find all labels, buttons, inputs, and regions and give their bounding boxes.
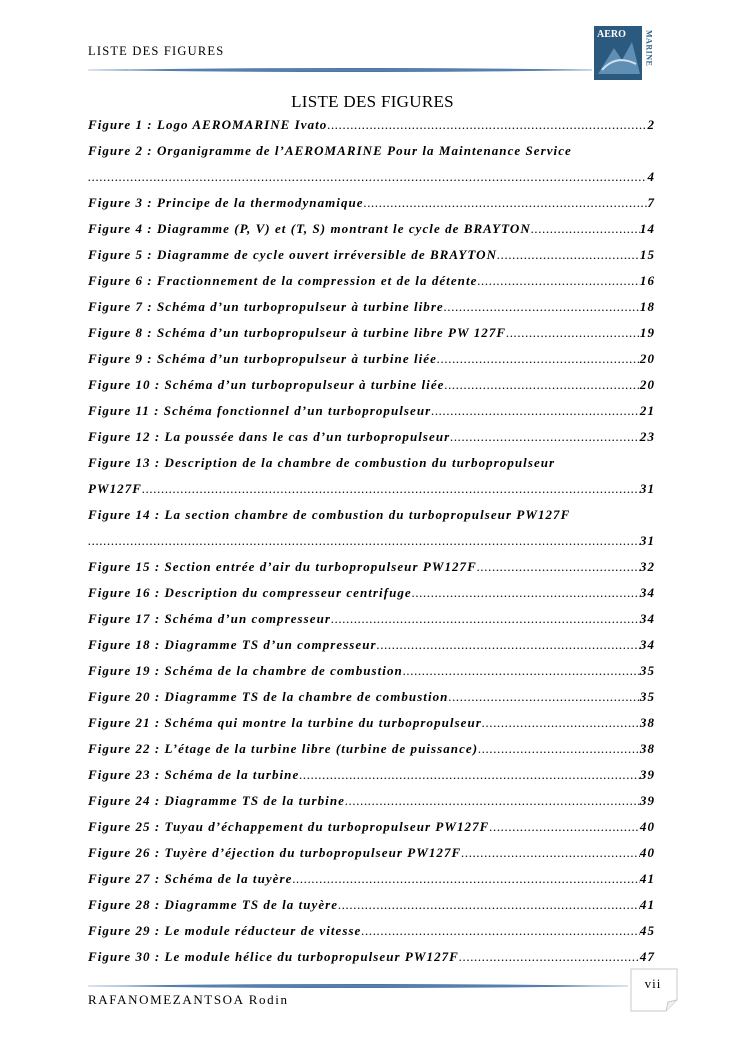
header-rule — [88, 64, 606, 76]
toc-entry-line-1: Figure 2 : Organigramme de l’AEROMARINE Pour la Maintenance Service — [88, 143, 572, 158]
logo-wordmark: AERO — [597, 29, 626, 40]
toc-entry[interactable]: Figure 20 : Diagramme TS de la chambre de combustion ..... 35 — [88, 684, 655, 710]
toc-entry[interactable]: Figure 22 : L’étage de la turbine libre (turbine de puissance) ..... 38 — [88, 736, 655, 762]
toc-entry-line-2: ..... 31 — [88, 528, 655, 554]
toc-entry[interactable]: Figure 4 : Diagramme (P, V) et (T, S) montrant le cycle de BRAYTON ..... 14 — [88, 216, 655, 242]
toc-entry[interactable]: Figure 30 : Le module hélice du turbopropulseur PW127F ..... 47 — [88, 944, 655, 970]
toc-entry-line-1: Figure 14 : La section chambre de combustion du turbopropulseur PW127F — [88, 507, 571, 522]
toc-entry[interactable] — [88, 502, 655, 554]
toc-entry[interactable]: Figure 27 : Schéma de la tuyère ..... 41 — [88, 866, 655, 892]
toc-entry[interactable]: Figure 24 : Diagramme TS de la turbine ..... 39 — [88, 788, 655, 814]
toc-entry[interactable]: Figure 5 : Diagramme de cycle ouvert irréversible de BRAYTON ..... 15 — [88, 242, 655, 268]
toc-entry[interactable]: Figure 25 : Tuyau d’échappement du turbopropulseur PW127F ..... 40 — [88, 814, 655, 840]
toc-entry[interactable] — [88, 450, 655, 502]
aeromarine-logo — [592, 24, 656, 82]
toc-entry[interactable]: Figure 15 : Section entrée d’air du turbopropulseur PW127F ..... 32 — [88, 554, 655, 580]
toc-entry[interactable]: Figure 7 : Schéma d’un turbopropulseur à turbine libre ..... 18 — [88, 294, 655, 320]
toc-entry[interactable]: Figure 6 : Fractionnement de la compression et de la détente ..... 16 — [88, 268, 655, 294]
toc-entry[interactable]: Figure 10 : Schéma d’un turbopropulseur à turbine liée ..... 20 — [88, 372, 655, 398]
toc-entry-line-1: Figure 13 : Description de la chambre de combustion du turbopropulseur — [88, 455, 556, 470]
toc-entry[interactable]: Figure 21 : Schéma qui montre la turbine du turbopropulseur ..... 38 — [88, 710, 655, 736]
toc-entry[interactable]: Figure 19 : Schéma de la chambre de combustion ..... 35 — [88, 658, 655, 684]
toc-entry[interactable] — [88, 138, 655, 190]
toc-entry[interactable]: Figure 8 : Schéma d’un turbopropulseur à turbine libre PW 127F ..... 19 — [88, 320, 655, 346]
toc-entry[interactable]: Figure 18 : Diagramme TS d’un compresseur ..... 34 — [88, 632, 655, 658]
toc-title: LISTE DES FIGURES — [291, 92, 454, 111]
toc-entry[interactable]: Figure 16 : Description du compresseur centrifuge ..... 34 — [88, 580, 655, 606]
toc-entry[interactable]: Figure 12 : La poussée dans le cas d’un turbopropulseur ..... 23 — [88, 424, 655, 450]
toc-entry-line-2: PW127F ..... 31 — [88, 476, 655, 502]
toc-entry[interactable]: Figure 1 : Logo AEROMARINE Ivato ..... 2 — [88, 112, 655, 138]
toc-entry[interactable]: Figure 17 : Schéma d’un compresseur ..... 34 — [88, 606, 655, 632]
toc-entry[interactable]: Figure 29 : Le module réducteur de vitesse ..... 45 — [88, 918, 655, 944]
running-header-title: LISTE DES FIGURES — [88, 44, 225, 58]
toc-entry[interactable]: Figure 26 : Tuyère d’éjection du turbopropulseur PW127F ..... 40 — [88, 840, 655, 866]
page-number: vii — [644, 976, 662, 991]
logo-side-text: MARINE — [644, 30, 654, 67]
figure-list — [88, 112, 655, 970]
toc-entry-line-2: ..... 4 — [88, 164, 655, 190]
toc-entry[interactable]: Figure 28 : Diagramme TS de la tuyère ..... 41 — [88, 892, 655, 918]
toc-entry[interactable]: Figure 3 : Principe de la thermodynamique ..... 7 — [88, 190, 655, 216]
footer-rule — [88, 980, 628, 992]
toc-entry[interactable]: Figure 9 : Schéma d’un turbopropulseur à turbine liée ..... 20 — [88, 346, 655, 372]
toc-entry[interactable]: Figure 23 : Schéma de la turbine ..... 39 — [88, 762, 655, 788]
footer-author: RAFANOMEZANTSOA Rodin — [88, 992, 289, 1007]
toc-entry[interactable]: Figure 11 : Schéma fonctionnel d’un turbopropulseur ..... 21 — [88, 398, 655, 424]
